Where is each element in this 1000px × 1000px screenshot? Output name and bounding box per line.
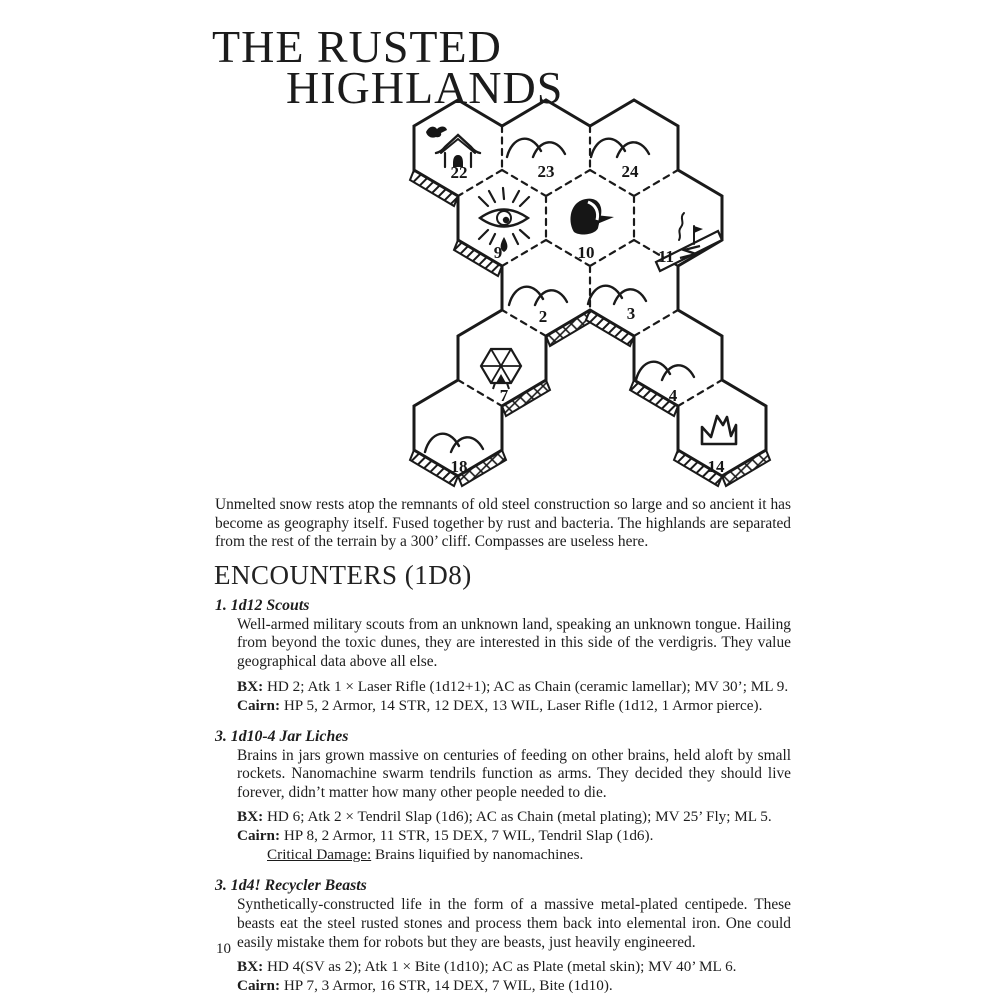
encounter-header: 3. 1d10-4 Jar Liches (215, 727, 349, 745)
cairn-value: HP 5, 2 Armor, 14 STR, 12 DEX, 13 WIL, Laser Rifle (1d12, 1 Armor pierce). (283, 696, 763, 714)
encounter-description: Brains in jars grown massive on centuries of feeding on other brains, held aloft by small rockets. Nanomachine swarm tendrils function as arms. They decided they should live forever, didn’t matter how many other people needed to die. (237, 746, 791, 801)
bx-value: HD 4(SV as 2); Atk 1 × Bite (1d10); AC as Plate (metal skin); MV 40’ ML 6. (266, 958, 737, 976)
hex-number: 4 (668, 386, 678, 405)
hex-map (398, 92, 778, 494)
cairn-label: Cairn: (237, 977, 281, 995)
encounter-stat-bx (215, 957, 791, 976)
cairn-label: Cairn: (237, 696, 281, 714)
hex-number: 24 (621, 162, 639, 181)
hex-number: 11 (657, 247, 675, 266)
bx-label: BX: (237, 808, 264, 826)
cairn-label: Cairn: (237, 827, 281, 845)
hex-number: 14 (707, 457, 725, 476)
hex-number: 9 (493, 243, 503, 262)
hex-number: 23 (537, 162, 555, 181)
page-title-line1: THE RUSTED (212, 21, 502, 72)
encounter-stat-cairn (215, 976, 791, 995)
critical-value: Brains liquified by nanomachines. (374, 846, 584, 864)
bx-label: BX: (237, 677, 264, 695)
encounter-block (215, 728, 791, 865)
encounter-block (215, 597, 791, 715)
bx-value: HD 2; Atk 1 × Laser Rifle (1d12+1); AC as Chain (ceramic lamellar); MV 30’; ML 9. (266, 677, 789, 695)
hex-number: 18 (450, 457, 468, 476)
hex-number: 3 (626, 304, 636, 323)
encounter-stat-bx (215, 677, 791, 696)
bx-value: HD 6; Atk 2 × Tendril Slap (1d6); AC as Chain (metal plating); MV 25’ Fly; ML 5. (266, 808, 772, 826)
encounters-heading: ENCOUNTERS (1D8) (214, 559, 472, 590)
page-number: 10 (216, 941, 231, 957)
encounter-critical-damage (215, 845, 791, 864)
hex-number: 7 (499, 386, 509, 405)
encounter-stat-bx (215, 807, 791, 826)
encounter-stat-cairn (215, 696, 791, 715)
encounter-block (215, 877, 791, 995)
intro-paragraph: Unmelted snow rests atop the remnants of old steel construction so large and so ancient it has become as geography itself. Fused together by rust and bacteria. The highlands are separated from the rest of the terrain by a 300’ cliff. Compasses are useless here. (215, 496, 791, 551)
cairn-value: HP 8, 2 Armor, 11 STR, 15 DEX, 7 WIL, Tendril Slap (1d6). (283, 827, 654, 845)
critical-label: Critical Damage: (267, 846, 372, 864)
cairn-value: HP 7, 3 Armor, 16 STR, 14 DEX, 7 WIL, Bite (1d10). (283, 977, 613, 995)
encounter-header: 3. 1d4! Recycler Beasts (215, 877, 367, 895)
page-body (215, 496, 791, 1000)
encounter-description: Synthetically-constructed life in the form of a massive metal-plated centipede. These beasts eat the steel rusted stones and process them back into elemental iron. One could easily mistake them for robots but they are beasts, just heavily engineered. (237, 896, 791, 951)
encounter-description: Well-armed military scouts from an unknown land, speaking an unknown tongue. Hailing from beyond the toxic dunes, they are interested in this side of the verdigris. They value geographical data above all else. (237, 615, 791, 670)
hex-number: 22 (450, 163, 468, 182)
hex-number: 10 (577, 243, 595, 262)
encounter-header: 1. 1d12 Scouts (215, 596, 310, 614)
page-title (212, 21, 564, 113)
bx-label: BX: (237, 958, 264, 976)
page-title-line2: HIGHLANDS (286, 62, 564, 113)
hex-number: 2 (538, 307, 548, 326)
encounter-stat-cairn (215, 826, 791, 845)
